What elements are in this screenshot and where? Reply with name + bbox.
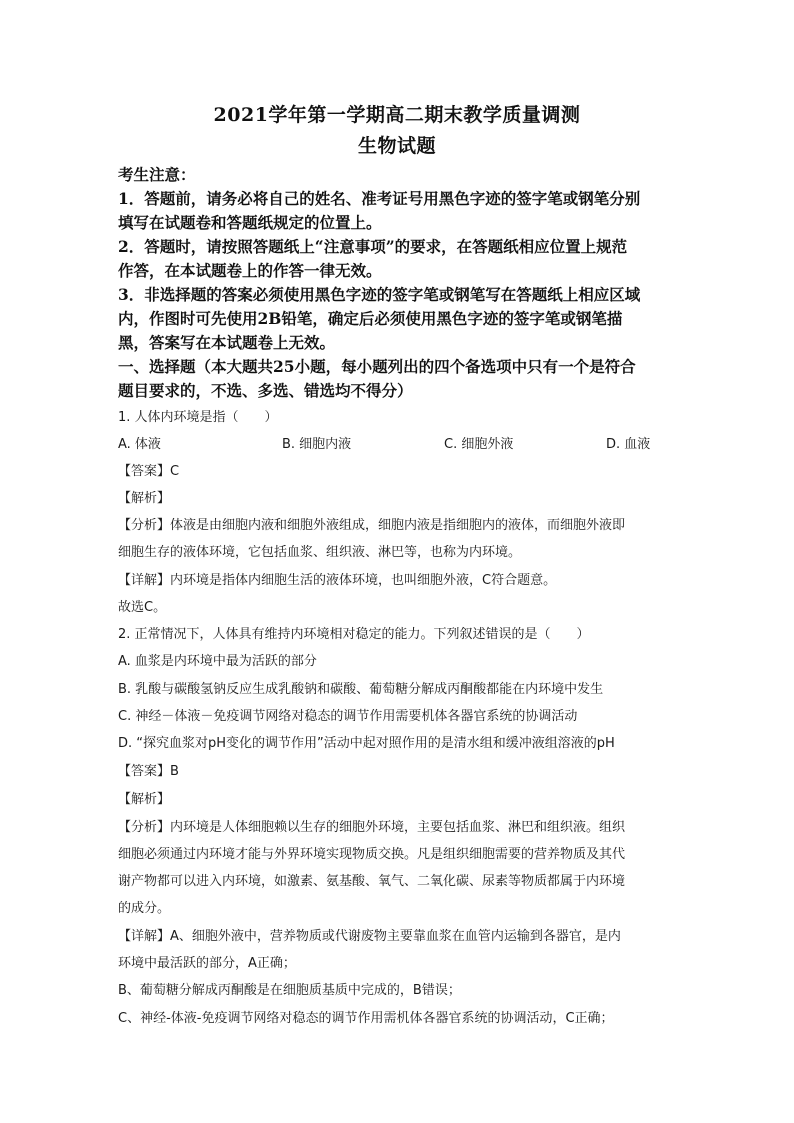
q2-detail-line: 环境中最活跃的部分，A正确； (118, 956, 296, 971)
q1-answer: 【答案】C (118, 464, 180, 479)
notice-line: 内，作图时可先使用2B铅笔，确定后必须使用黑色字迹的签字笔或钢笔描 (118, 309, 623, 328)
q2-option-c: C. 神经－体液－免疫调节网络对稳态的调节作用需要机体各器官系统的协调活动 (118, 709, 578, 724)
q2-option-b: B. 乳酸与碳酸氢钠反应生成乳酸钠和碳酸、葡萄糖分解成丙酮酸都能在内环境中发生 (118, 682, 604, 697)
q2-analysis-line: 细胞必须通过内环境才能与外界环境实现物质交换。凡是组织细胞需要的营养物质及其代 (118, 847, 626, 862)
q2-detail-line: B、葡萄糖分解成丙酮酸是在细胞质基质中完成的，B错误； (118, 983, 461, 998)
q1-detail: 【详解】内环境是指体内细胞生活的液体环境，也叫细胞外液，C符合题意。 (118, 573, 557, 588)
q1-option-c: C. 细胞外液 (444, 437, 514, 452)
q1-option-b: B. 细胞内液 (282, 437, 352, 452)
notice-heading: 考生注意： (118, 165, 196, 184)
q1-options (118, 435, 678, 455)
exam-title: 2021学年第一学期高二期末教学质量调测 (213, 104, 581, 126)
notice-line: 作答，在本试题卷上的作答一律无效。 (118, 261, 382, 280)
notice-section (118, 163, 678, 403)
q1-option-d: D. 血液 (606, 437, 651, 452)
q2-analysis-label: 【解析】 (118, 792, 171, 807)
q1-analysis-line: 【分析】体液是由细胞内液和细胞外液组成，细胞内液是指细胞内的液体，而细胞外液即 (118, 518, 626, 533)
q2-analysis-line: 的成分。 (118, 901, 171, 916)
q1-stem: 1. 人体内环境是指（ ） (118, 410, 278, 425)
q1-option-a: A. 体液 (118, 437, 161, 452)
notice-line: 填写在试题卷和答题纸规定的位置上。 (118, 213, 382, 232)
q2-stem: 2. 正常情况下，人体具有维持内环境相对稳定的能力。下列叙述错误的是（ ） (118, 627, 590, 642)
q2-option-a: A. 血浆是内环境中最为活跃的部分 (118, 654, 317, 669)
q2-answer: 【答案】B (118, 764, 179, 779)
q2-analysis-line: 谢产物都可以进入内环境，如激素、氨基酸、氧气、二氧化碳、尿素等物质都属于内环境 (118, 874, 626, 889)
q2-option-d: D. “探究血浆对pH变化的调节作用”活动中起对照作用的是清水组和缓冲液组溶液的pH (118, 736, 615, 751)
notice-line: 1．答题前，请务必将自己的姓名、准考证号用黑色字迹的签字笔或钢笔分别 (118, 189, 641, 208)
notice-line: 黑，答案写在本试题卷上无效。 (118, 333, 336, 352)
q2-analysis-line: 【分析】内环境是人体细胞赖以生存的细胞外环境，主要包括血浆、淋巴和组织液。组织 (118, 820, 626, 835)
notice-line: 2．答题时，请按照答题纸上“注意事项”的要求，在答题纸相应位置上规范 (118, 237, 628, 256)
q2-detail-line: C、神经-体液-免疫调节网络对稳态的调节作用需机体各器官系统的协调活动，C正确； (118, 1011, 614, 1026)
q2-detail-line: 【详解】A、细胞外液中，营养物质或代谢废物主要靠血浆在血管内运输到各器官，是内 (118, 929, 621, 944)
q1-analysis-label: 【解析】 (118, 491, 171, 506)
q1-conclusion: 故选C。 (118, 600, 167, 615)
q1-analysis-line: 细胞生存的液体环境，它包括血浆、组织液、淋巴等，也称为内环境。 (118, 545, 522, 560)
section-heading: 一、选择题（本大题共25小题，每小题列出的四个备选项中只有一个是符合 (118, 357, 636, 376)
notice-line: 3．非选择题的答案必须使用黑色字迹的签字笔或钢笔写在答题纸上相应区域 (118, 285, 641, 304)
exam-subtitle: 生物试题 (357, 135, 436, 157)
section-heading-cont: 题目要求的，不选、多选、错选均不得分） (118, 381, 413, 400)
